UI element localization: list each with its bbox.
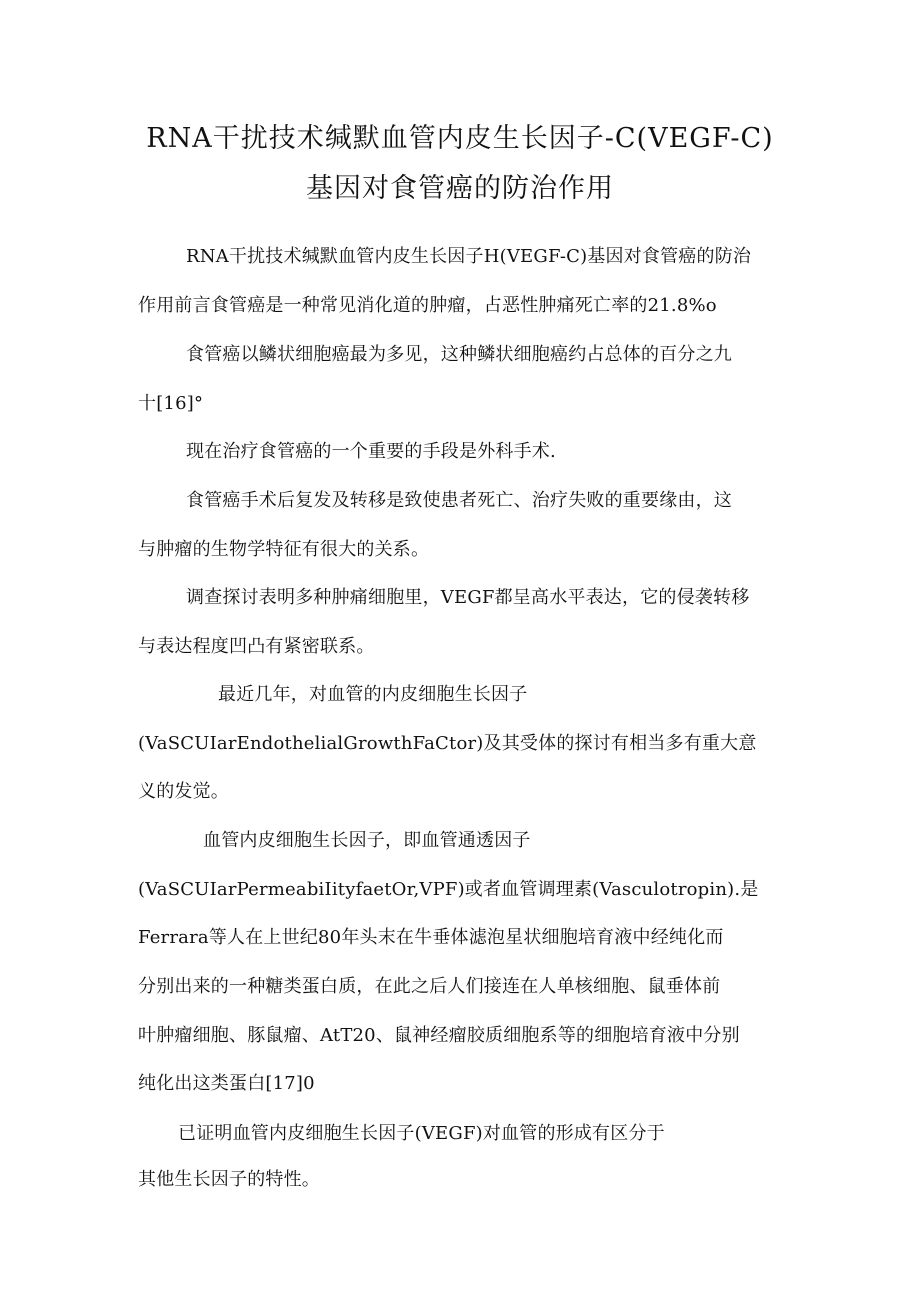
paragraph-7-line-6: 纯化出这类蛋白[17]0 [138,1073,315,1094]
paragraph-3-line-1: 现在治疗食管癌的一个重要的手段是外科手术. [186,441,556,462]
paragraph-5-line-1: 调查探讨表明多种肿痛细胞里，VEGF都呈高水平表达，它的侵袭转移 [186,587,750,608]
paragraph-7-line-1: 血管内皮细胞生长因子，即血管通透因子 [203,830,531,851]
paragraph-6-line-1: 最近几年，对血管的内皮细胞生长因子 [218,684,528,705]
paragraph-4-line-2: 与肿瘤的生物学特征有很大的关系。 [138,539,430,560]
paragraph-2-line-2: 十[16]° [138,393,204,414]
paragraph-1-line-2: 作用前言食管癌是一种常见消化道的肿瘤，占恶性肿痛死亡率的21.8%o [138,295,717,316]
paragraph-1-line-1: RNA干扰技术缄默血管内皮生长因子H(VEGF-C)基因对食管癌的防治 [186,246,752,267]
paragraph-8-line-1: 已证明血管内皮细胞生长因子(VEGF)对血管的形成有区分于 [178,1123,665,1144]
paragraph-6-line-2: (VaSCUIarEndothelialGrowthFaCtor)及其受体的探讨有相当多有重大意 [138,733,757,754]
paragraph-5-line-2: 与表达程度凹凸有紧密联系。 [138,636,375,657]
paragraph-7-line-5: 叶肿瘤细胞、豚鼠瘤、AtT20、鼠神经瘤胶质细胞系等的细胞培育液中分别 [138,1025,740,1046]
title-line-1: RNA干扰技术缄默血管内皮生长因子-C(VEGF-C) [146,123,774,154]
paragraph-6-line-3: 义的发觉。 [138,781,229,802]
paragraph-8-line-2: 其他生长因子的特性。 [138,1169,320,1190]
paragraph-7-line-4: 分别出来的一种糖类蛋白质，在此之后人们接连在人单核细胞、鼠垂体前 [138,976,721,997]
paragraph-7-line-3: Ferrara等人在上世纪80年头末在牛垂体滤泡星状细胞培育液中经纯化而 [138,927,724,948]
paragraph-2-line-1: 食管癌以鳞状细胞癌最为多见，这种鳞状细胞癌约占总体的百分之九 [186,344,732,365]
paragraph-7-line-2: (VaSCUIarPermeabiIityfaetOr,VPF)或者血管调理素(Vasculotropin).是 [138,879,759,900]
paragraph-4-line-1: 食管癌手术后复发及转移是致使患者死亡、治疗失败的重要缘由，这 [186,490,732,511]
title-line-2: 基因对食管癌的防治作用 [306,173,614,204]
